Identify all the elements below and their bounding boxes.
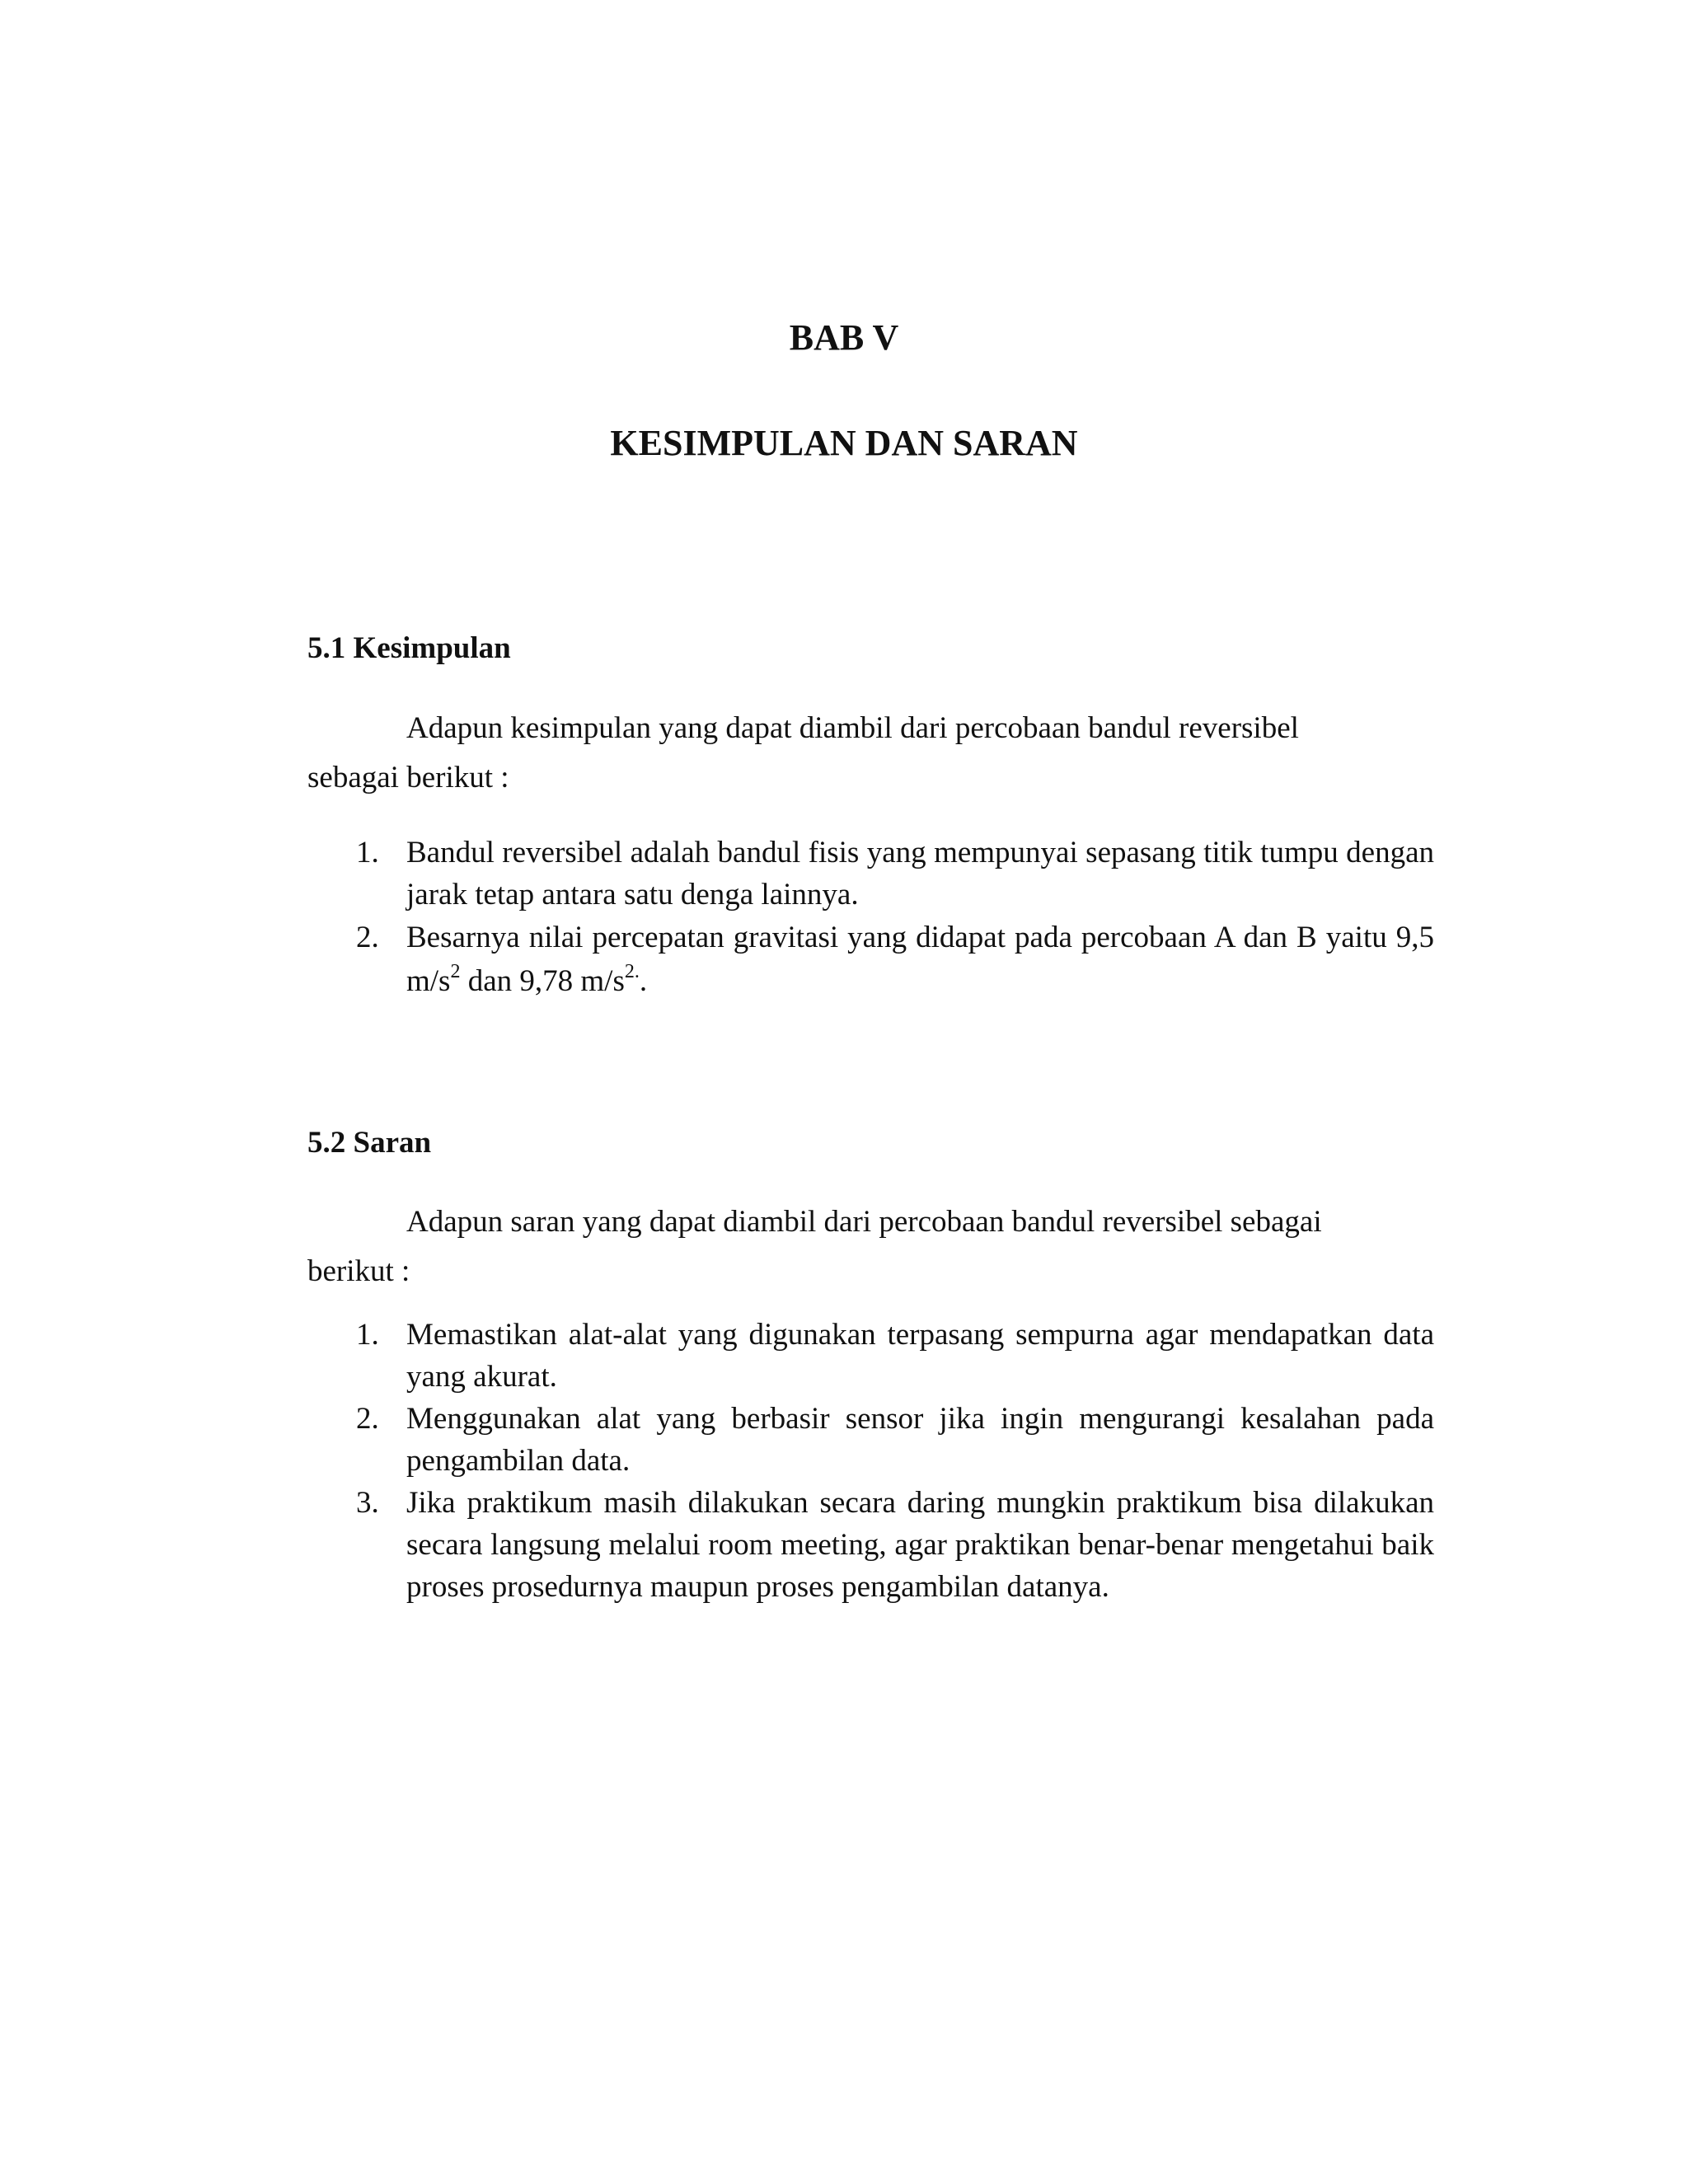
list-item-text: . — [639, 964, 648, 998]
list-item — [346, 1398, 1434, 1482]
list-item — [346, 916, 1434, 1003]
section-heading-saran: 5.2 Saran — [307, 1126, 432, 1160]
list-item — [346, 1482, 1434, 1608]
chapter-title: KESIMPULAN DAN SARAN — [610, 423, 1078, 463]
list-item-number: 2. — [356, 921, 379, 954]
intro-text: Adapun saran yang dapat diambil dari percobaan bandul reversibel sebagai berikut : — [307, 1205, 1322, 1288]
intro-text: Adapun kesimpulan yang dapat diambil dari percobaan bandul reversibel sebagai berikut : — [307, 711, 1299, 794]
list-item-text: Bandul reversibel adalah bandul fisis yang mempunyai sepasang titik tumpu dengan jarak tetap antara satu denga lainnya. — [406, 836, 1434, 912]
list-item-text: Besarnya nilai percepatan gravitasi yang didapat pada percobaan A dan B yaitu 9,5 m/s — [406, 921, 1434, 998]
superscript: 2. — [624, 960, 640, 982]
list-item — [346, 1314, 1434, 1398]
section-intro-saran — [307, 1197, 1395, 1296]
section-heading-kesimpulan: 5.1 Kesimpulan — [307, 631, 511, 665]
list-item-number: 2. — [356, 1402, 379, 1436]
kesimpulan-list — [346, 832, 1434, 1003]
list-item-text: Menggunakan alat yang berbasir sensor jika ingin mengurangi kesalahan pada pengambilan data. — [406, 1402, 1434, 1478]
list-item-text: dan 9,78 m/s — [460, 964, 625, 998]
list-item-number: 1. — [356, 1318, 379, 1352]
superscript: 2 — [450, 960, 461, 982]
list-item-text: Jika praktikum masih dilakukan secara daring mungkin praktikum bisa dilakukan secara langsung melalui room meeting, agar praktikan benar-benar mengetahui baik proses prosedurnya maupun proses pengambilan datanya. — [406, 1486, 1434, 1604]
list-item — [346, 832, 1434, 916]
list-item-number: 1. — [356, 836, 379, 869]
section-intro-kesimpulan — [307, 704, 1379, 803]
saran-list — [346, 1314, 1434, 1608]
list-item-text: Memastikan alat-alat yang digunakan terpasang sempurna agar mendapatkan data yang akurat. — [406, 1318, 1434, 1394]
list-item-number: 3. — [356, 1486, 379, 1520]
chapter-number: BAB V — [789, 317, 899, 358]
